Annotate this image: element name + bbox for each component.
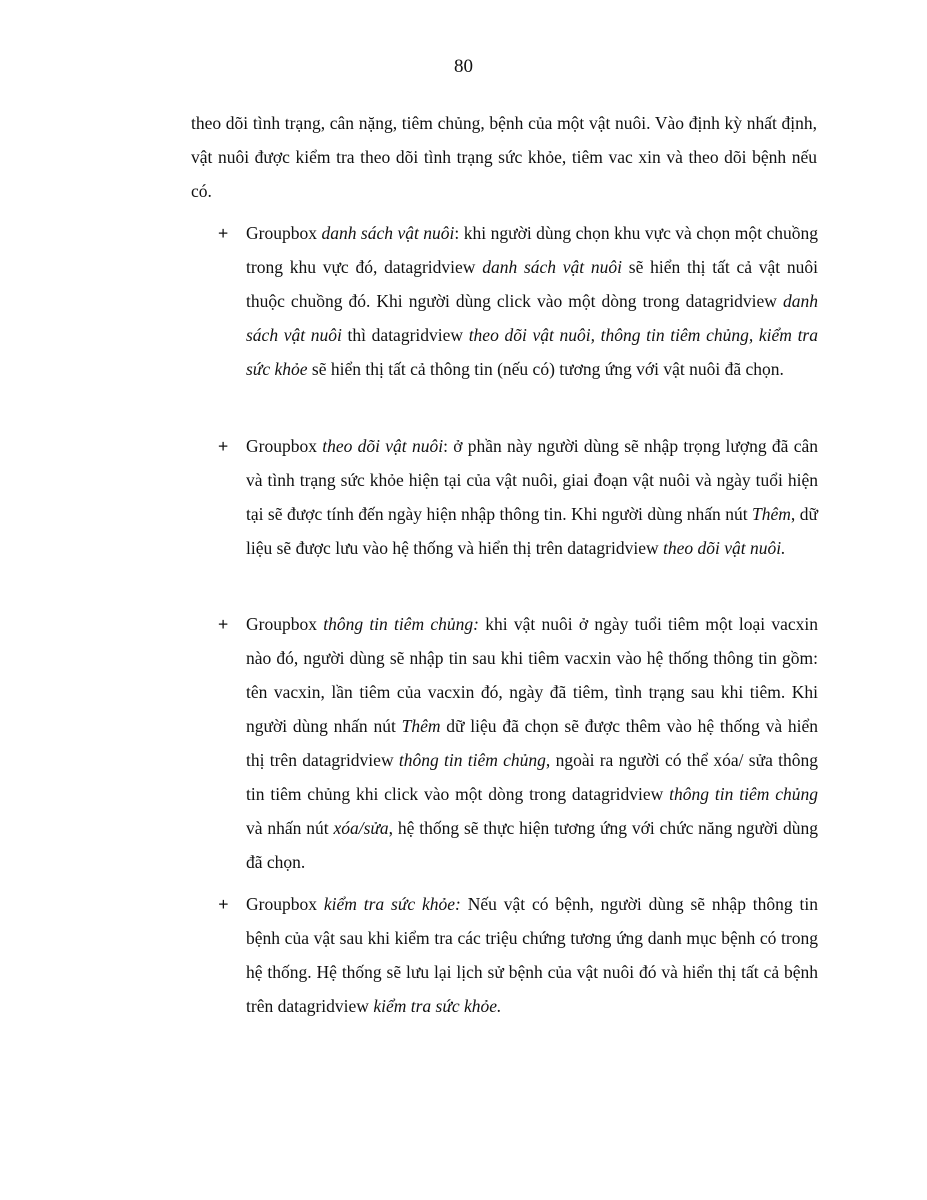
italic-term: theo dõi vật nuôi.	[663, 538, 786, 558]
text-run: Nếu vật có bệnh, người dùng sẽ nhập thông tin bệnh của vật sau khi kiểm tra các triệu chứng tương ứng danh mục bệnh có trong hệ thống. Hệ thống sẽ lưu lại lịch sử bệnh của vật nuôi đó và hiển thị tất cả bệnh trên datagridview	[246, 894, 819, 1016]
intro-paragraph: theo dõi tình trạng, cân nặng, tiêm chủng, bệnh của một vật nuôi. Vào định kỳ nhất định, vật nuôi được kiểm tra theo dõi tình trạng sức khỏe, tiêm vac xin và theo dõi bệnh nếu có.	[191, 113, 817, 201]
italic-term: kiểm tra sức khỏe.	[373, 996, 502, 1016]
bullet-item-kiem-tra-suc-khoe	[218, 887, 818, 1023]
bullet-marker: +	[218, 436, 229, 456]
text-run: khi vật nuôi ở ngày tuổi tiêm một loại vacxin nào đó, người dùng sẽ nhập tin sau khi tiêm vacxin vào hệ thống thông tin gồm: tên vacxin, lần tiêm của vacxin đó, ngày đã tiêm, tình trạng sau khi tiêm. Khi người dùng nhấn nút	[246, 614, 819, 736]
bullet-text	[246, 607, 818, 879]
italic-term: thông tin tiêm chủng	[669, 784, 818, 804]
italic-term: danh sách vật nuôi	[321, 223, 455, 243]
bullet-item-thong-tin-tiem-chung	[218, 607, 818, 879]
text-run: : khi người dùng chọn khu vực và chọn một chuồng trong khu vực đó, datagridview	[246, 223, 818, 277]
text-run: sẽ hiển thị tất cả thông tin (nếu có) tương ứng với vật nuôi đã chọn.	[307, 359, 784, 379]
italic-term: thông tin tiêm chủng	[398, 750, 546, 770]
bullet-item-danh-sach-vat-nuoi	[218, 216, 818, 386]
italic-term: Thêm	[752, 504, 791, 524]
bullet-text	[246, 429, 818, 565]
text-run: và nhấn nút	[246, 818, 334, 838]
bullet-marker: +	[218, 614, 229, 634]
bullet-text	[246, 216, 818, 386]
text-run: Groupbox	[246, 436, 323, 456]
italic-term: danh sách vật nuôi	[246, 291, 818, 345]
text-run: thì datagridview	[341, 325, 469, 345]
text-run: , hệ thống sẽ thực hiện tương ứng với chức năng người dùng đã chọn.	[246, 818, 818, 872]
text-run: , dữ liệu sẽ được lưu vào hệ thống và hiển thị trên datagridview	[246, 504, 818, 558]
text-run: sẽ hiển thị tất cả vật nuôi thuộc chuồng đó. Khi người dùng click vào một dòng trong datagridview	[246, 257, 819, 311]
italic-term: theo dõi vật nuôi, thông tin tiêm chủng, kiểm tra sức khỏe	[246, 325, 818, 379]
bullet-marker: +	[218, 894, 229, 914]
page-number: 80	[454, 56, 473, 77]
italic-term: danh sách vật nuôi	[482, 257, 623, 277]
text-run: Groupbox	[246, 614, 324, 634]
text-run: : ở phần này người dùng sẽ nhập trọng lượng đã cân và tình trạng sức khỏe hiện tại của vật nuôi, giai đoạn vật nuôi và ngày tuổi hiện tại sẽ được tính đến ngày hiện nhập thông tin. Khi người dùng nhấn nút	[246, 436, 819, 524]
bullet-marker: +	[218, 223, 229, 243]
text-run: Groupbox	[246, 894, 324, 914]
italic-term: thông tin tiêm chủng:	[323, 614, 480, 634]
italic-term: xóa/sửa	[333, 818, 389, 838]
bullet-text	[246, 887, 818, 1023]
italic-term: kiểm tra sức khỏe:	[323, 894, 461, 914]
bullet-item-theo-doi-vat-nuoi	[218, 429, 818, 565]
italic-term: Thêm	[401, 716, 441, 736]
text-run: dữ liệu đã chọn sẽ được thêm vào hệ thống và hiển thị trên datagridview	[246, 716, 818, 770]
text-run: Groupbox	[246, 223, 322, 243]
text-run: , ngoài ra người có thể xóa/ sửa thông tin tiêm chủng khi click vào một dòng trong datagridview	[246, 750, 819, 804]
italic-term: theo dõi vật nuôi	[322, 436, 444, 456]
